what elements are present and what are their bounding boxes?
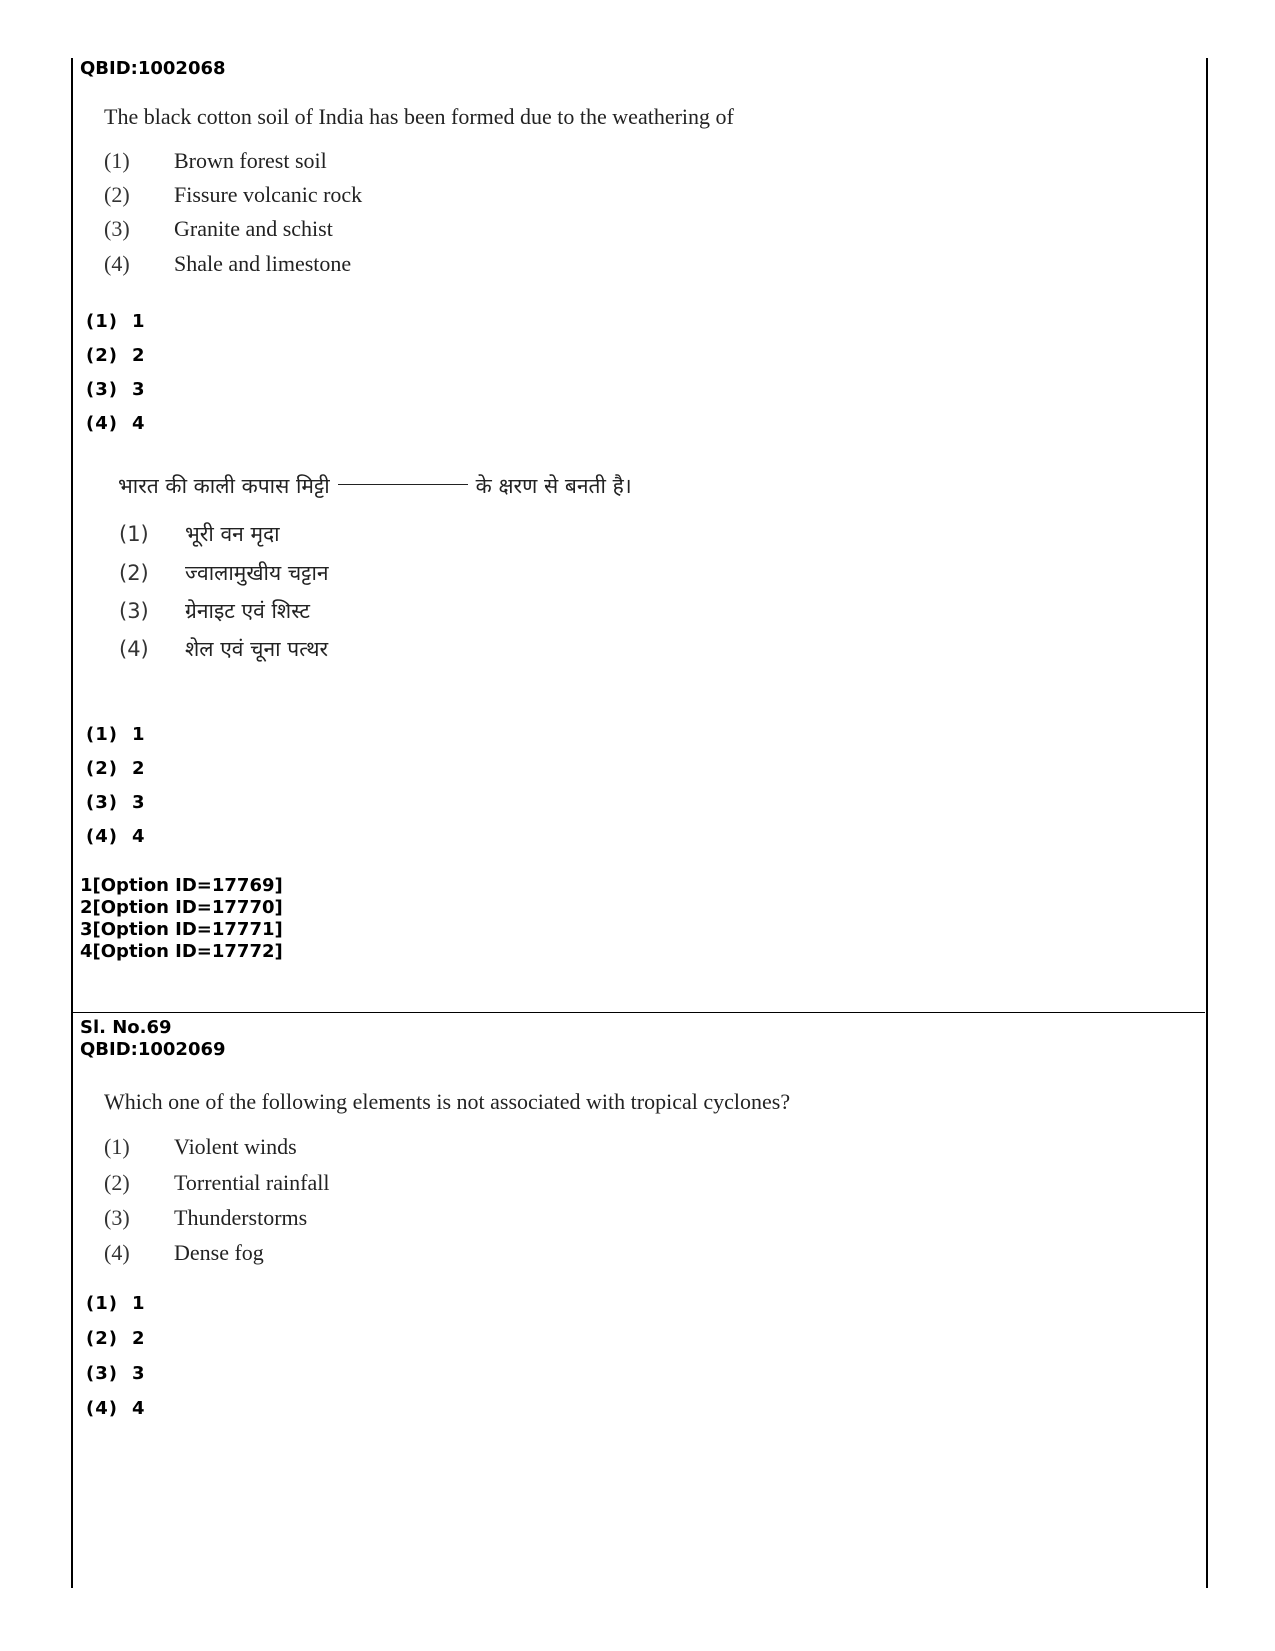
answer-choice-3[interactable] <box>86 1363 146 1384</box>
answer-choice-4[interactable] <box>86 826 146 847</box>
question-divider <box>72 1012 1205 1013</box>
answer-value: 1 <box>132 724 146 745</box>
option-text: Violent winds <box>174 1134 297 1159</box>
answer-number: (4) <box>86 413 118 434</box>
question-text-en: Which one of the following elements is not associated with tropical cyclones? <box>104 1089 791 1114</box>
option-number: (3) <box>119 599 149 623</box>
question-hi-part1: भारत की काली कपास मिट्टी <box>118 474 330 498</box>
answer-choice-1[interactable] <box>86 1293 146 1314</box>
fill-blank-line <box>338 484 468 485</box>
answer-number: (4) <box>86 826 118 847</box>
option-hi-2 <box>119 559 329 587</box>
answer-value: 3 <box>132 379 146 400</box>
qbid-label: QBID:1002068 <box>80 58 226 79</box>
answer-value: 2 <box>132 758 146 779</box>
answer-value: 1 <box>132 1293 146 1314</box>
option-number: (2) <box>104 182 130 207</box>
qbid-label: QBID:1002069 <box>80 1039 226 1060</box>
option-text: Fissure volcanic rock <box>174 182 363 207</box>
answer-number: (3) <box>86 379 118 400</box>
answer-choice-2[interactable] <box>86 758 146 779</box>
answer-value: 4 <box>132 413 146 434</box>
option-en-4 <box>104 251 351 277</box>
option-hi-1 <box>119 520 280 548</box>
option-text: Dense fog <box>174 1240 264 1265</box>
question-text-en: The black cotton soil of India has been formed due to the weathering of <box>104 104 734 129</box>
option-number: (1) <box>104 148 130 173</box>
answer-number: (1) <box>86 311 118 332</box>
answer-number: (2) <box>86 345 118 366</box>
answer-number: (4) <box>86 1398 118 1419</box>
option-en-3 <box>104 1205 307 1231</box>
option-text: ग्रेनाइट एवं शिस्ट <box>185 599 310 623</box>
answer-choice-2[interactable] <box>86 345 146 366</box>
question-text-hi <box>118 472 632 500</box>
option-text: ज्वालामुखीय चट्टान <box>185 561 329 585</box>
option-text: शेल एवं चूना पत्थर <box>185 637 329 661</box>
option-id-2: 2[Option ID=17770] <box>80 897 283 918</box>
answer-number: (3) <box>86 1363 118 1384</box>
option-number: (4) <box>104 1240 130 1265</box>
answer-value: 4 <box>132 1398 146 1419</box>
answer-number: (1) <box>86 724 118 745</box>
answer-value: 2 <box>132 1328 146 1349</box>
option-number: (3) <box>104 1205 130 1230</box>
option-text: Torrential rainfall <box>174 1170 330 1195</box>
option-number: (4) <box>104 251 130 276</box>
answer-choice-3[interactable] <box>86 792 146 813</box>
option-id-4: 4[Option ID=17772] <box>80 941 283 962</box>
option-number: (1) <box>119 522 149 546</box>
answer-value: 1 <box>132 311 146 332</box>
option-hi-4 <box>119 635 328 663</box>
page-frame <box>71 58 1208 1588</box>
option-en-4 <box>104 1240 264 1266</box>
option-text: Brown forest soil <box>174 148 327 173</box>
answer-number: (2) <box>86 758 118 779</box>
answer-value: 2 <box>132 345 146 366</box>
option-en-2 <box>104 1170 329 1196</box>
option-text: भूरी वन मृदा <box>185 522 280 546</box>
answer-value: 3 <box>132 792 146 813</box>
option-id-3: 3[Option ID=17771] <box>80 919 283 940</box>
answer-choice-4[interactable] <box>86 413 146 434</box>
answer-number: (2) <box>86 1328 118 1349</box>
option-number: (2) <box>119 561 149 585</box>
option-number: (1) <box>104 1134 130 1159</box>
answer-value: 3 <box>132 1363 146 1384</box>
question-hi-part2: के क्षरण से बनती है। <box>475 474 632 498</box>
option-text: Shale and limestone <box>174 251 352 276</box>
answer-value: 4 <box>132 826 146 847</box>
option-text: Granite and schist <box>174 216 333 241</box>
option-text: Thunderstorms <box>174 1205 308 1230</box>
answer-choice-4[interactable] <box>86 1398 146 1419</box>
option-number: (2) <box>104 1170 130 1195</box>
option-en-3 <box>104 216 333 242</box>
option-number: (4) <box>119 637 149 661</box>
option-en-2 <box>104 182 362 208</box>
option-id-1: 1[Option ID=17769] <box>80 875 283 896</box>
option-en-1 <box>104 148 327 174</box>
option-hi-3 <box>119 597 310 625</box>
answer-number: (3) <box>86 792 118 813</box>
answer-number: (1) <box>86 1293 118 1314</box>
option-number: (3) <box>104 216 130 241</box>
option-en-1 <box>104 1134 297 1160</box>
answer-choice-1[interactable] <box>86 724 146 745</box>
serial-number: Sl. No.69 <box>80 1017 172 1038</box>
answer-choice-3[interactable] <box>86 379 146 400</box>
answer-choice-1[interactable] <box>86 311 146 332</box>
answer-choice-2[interactable] <box>86 1328 146 1349</box>
